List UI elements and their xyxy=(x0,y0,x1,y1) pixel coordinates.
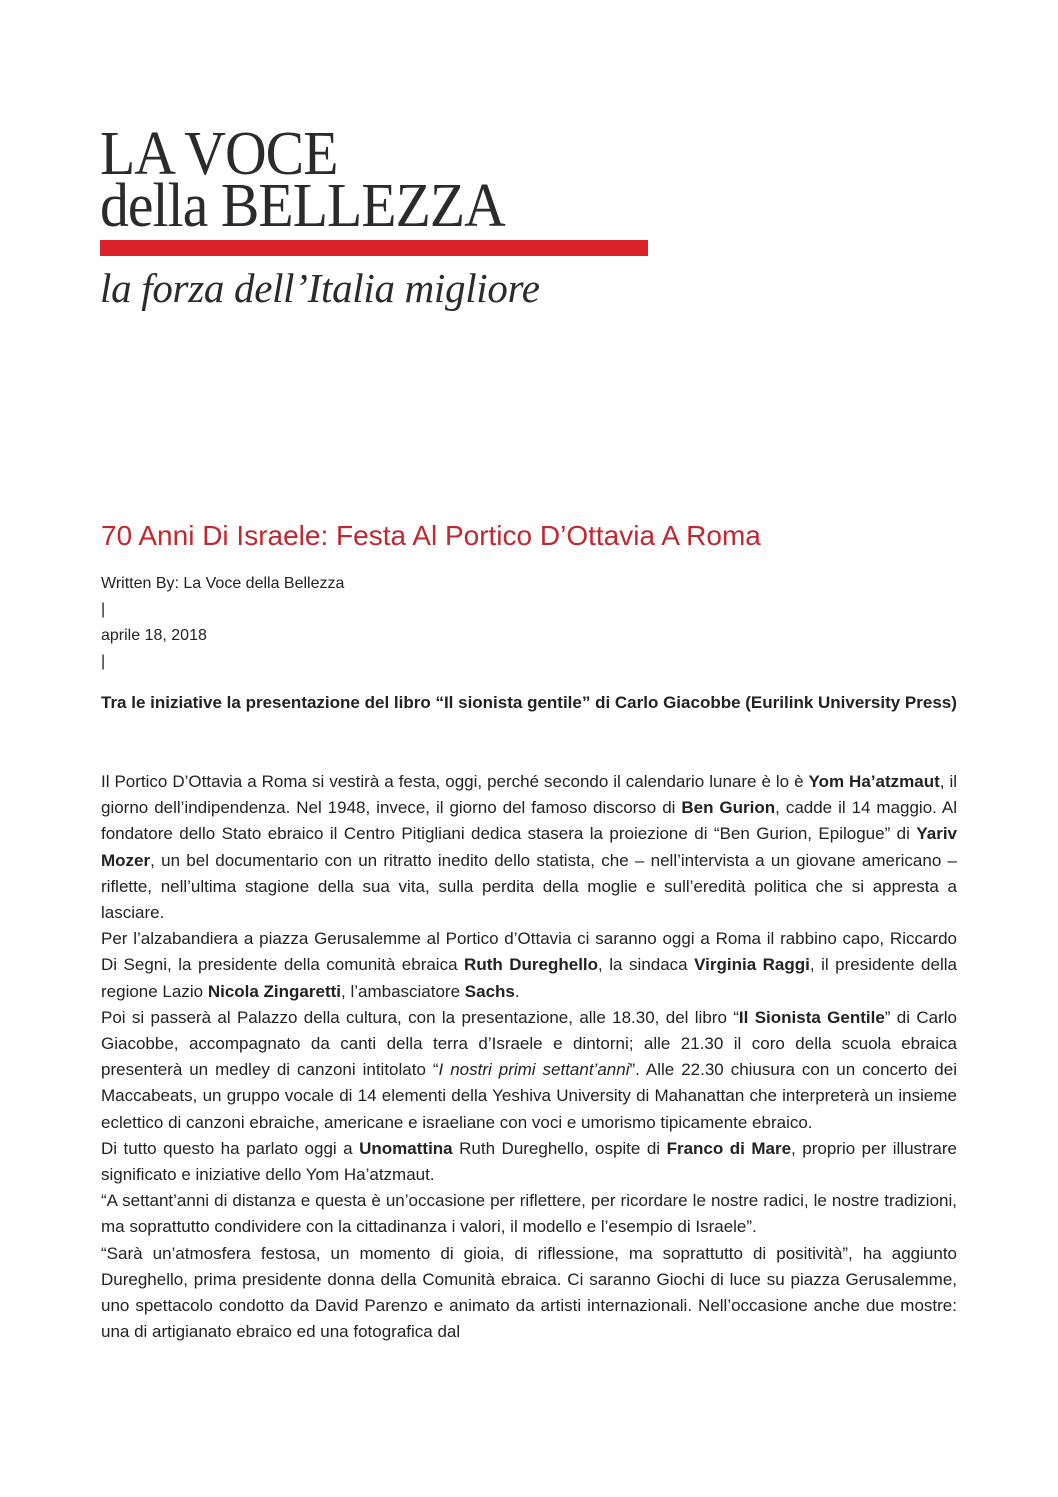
article-paragraph xyxy=(101,926,957,1005)
masthead-tagline: la forza dell’Italia migliore xyxy=(100,265,540,311)
article-paragraph xyxy=(101,1188,957,1240)
meta-separator: | xyxy=(101,653,106,670)
article-paragraph xyxy=(101,769,957,926)
text-run: Il Portico D’Ottavia a Roma si vestirà a festa, oggi, perché secondo il calendario lunare è lo è xyxy=(101,772,809,791)
bold-text: Il Sionista Gentile xyxy=(738,1007,885,1027)
article-body xyxy=(101,769,957,1345)
article-title: 70 Anni Di Israele: Festa Al Portico D’Ottavia A Roma xyxy=(101,520,761,551)
publish-date: aprile 18, 2018 xyxy=(101,627,207,644)
masthead-red-bar xyxy=(100,240,648,256)
text-run: , proprio per illustrare significato e iniziative dello Yom Ha’atzmaut. xyxy=(101,1138,957,1185)
bold-text: Nicola Zingaretti xyxy=(207,981,341,1001)
byline: Written By: La Voce della Bellezza xyxy=(101,575,345,592)
article-lead: Tra le iniziative la presentazione del libro “Il sionista gentile” di Carlo Giacobbe (Eurilink University Press) xyxy=(101,693,957,712)
italic-text: I nostri primi settant’anni xyxy=(438,1060,630,1080)
text-run: Per l’alzabandiera a piazza Gerusalemme al Portico d’Ottavia ci saranno oggi a Roma il rabbino capo, Riccardo Di Segni, la presidente della comunità ebraica xyxy=(101,929,957,975)
bold-text: Virginia Raggi xyxy=(694,955,810,975)
text-run: , il giorno dell’indipendenza. Nel 1948, invece, il giorno del famoso discorso di xyxy=(101,772,957,818)
bold-text: Yom Ha’atzmaut xyxy=(808,772,940,791)
article-paragraph xyxy=(101,1241,957,1346)
masthead-line-2: della BELLEZZA xyxy=(100,172,505,240)
text-run: Ruth Dureghello, ospite di xyxy=(452,1138,667,1158)
bold-text: Sachs xyxy=(464,981,515,1001)
text-run: “A settant’anni di distanza e questa è un’occasione per riflettere, per ricordare le nostre radici, le nostre tradizioni, ma soprattutto condividere con la cittadinanza i valori, il modello e l’esempio di Israele”. xyxy=(101,1191,957,1237)
article-paragraph xyxy=(101,1136,957,1188)
text-run: , l’ambasciatore xyxy=(341,981,465,1001)
text-run: , il presidente della regione Lazio xyxy=(101,955,957,1001)
bold-text: Franco di Mare xyxy=(666,1138,792,1158)
text-run: , cadde il 14 maggio. Al fondatore dello Stato ebraico il Centro Pitigliani dedica stasera la proiezione di “Ben Gurion, Epilogue” di xyxy=(101,798,958,844)
bold-text: Ruth Dureghello xyxy=(464,955,599,975)
text-run: , la sindaca xyxy=(598,955,695,975)
text-run: “Sarà un’atmosfera festosa, un momento di gioia, di riflessione, ma soprattutto di positività”, ha aggiunto Dureghello, prima presidente donna della Comunità ebraica. Ci saranno Giochi di luce su piazza Gerusalemme, uno spettacolo condotto da David Parenzo e animato da artisti internazionali. Nell’occasione anche due mostre: una di artigianato ebraico ed una fotografica dal xyxy=(101,1243,957,1342)
article-meta xyxy=(101,571,344,675)
text-run: . xyxy=(514,981,520,1001)
masthead-line-1: LA VOCE xyxy=(100,120,338,188)
text-run: ” di Carlo Giacobbe, accompagnato da canti della terra d’Israele e dintorni; alle 21.30 il coro della scuola ebraica presenterà un medley di canzoni intitolato “ xyxy=(101,1007,958,1080)
article-paragraph xyxy=(101,1005,957,1136)
bold-text: Yariv Mozer xyxy=(101,824,957,870)
text-run: Di tutto questo ha parlato oggi a xyxy=(101,1138,360,1158)
text-run: Poi si passerà al Palazzo della cultura, con la presentazione, alle 18.30, del libro “ xyxy=(101,1007,739,1027)
meta-separator: | xyxy=(101,601,106,618)
text-run: ”. Alle 22.30 chiusura con un concerto dei Maccabeats, un gruppo vocale di 14 elementi della Yeshiva University di Mahanattan che interpreterà un insieme eclettico di canzoni ebraiche, americane e israeliane con voci e umorismo tipicamente ebraico. xyxy=(101,1060,957,1132)
text-run: , un bel documentario con un ritratto inedito dello statista, che – nell’intervista a un giovane americano – riflette, nell’ultima stagione della sua vita, sulla perdita della moglie e sull’eredità politica che si appresta a lasciare. xyxy=(101,850,957,923)
bold-text: Unomattina xyxy=(359,1138,453,1158)
bold-text: Ben Gurion xyxy=(681,798,776,818)
